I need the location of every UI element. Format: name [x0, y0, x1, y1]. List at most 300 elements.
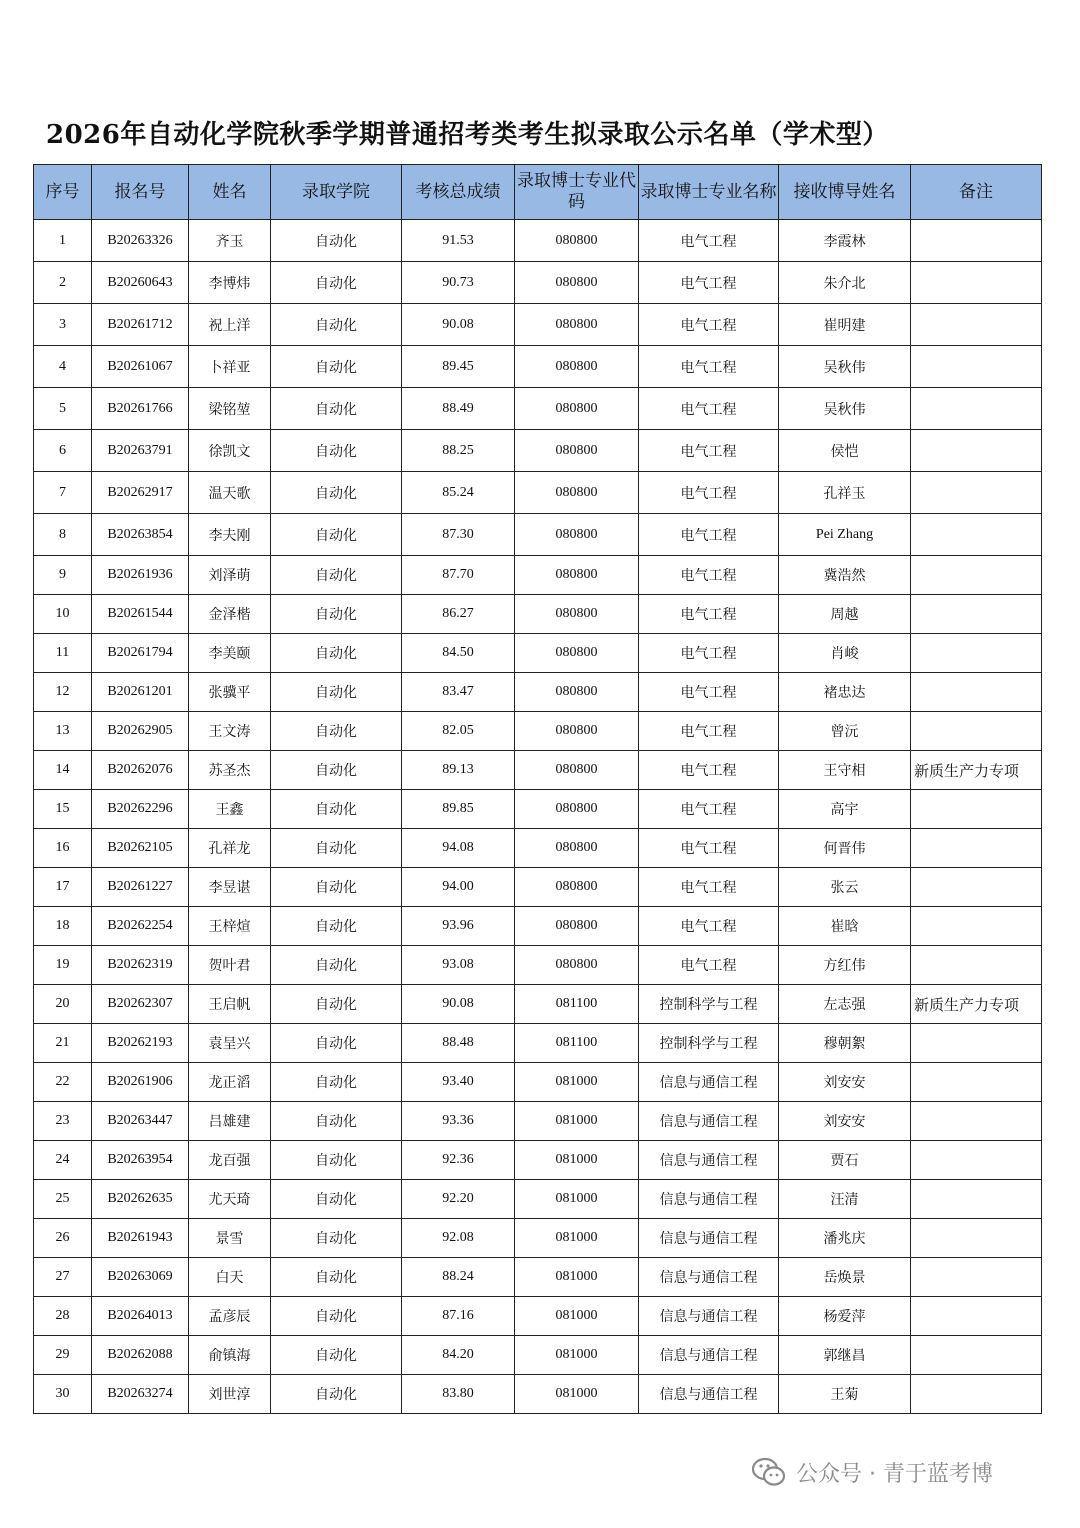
cell-name: 俞镇海	[189, 1336, 271, 1375]
table-row	[34, 907, 1042, 946]
cell-major-name: 信息与通信工程	[639, 1063, 779, 1102]
cell-application-no: B20262254	[92, 907, 189, 946]
cell-college: 自动化	[271, 388, 402, 430]
cell-supervisor: 刘安安	[779, 1102, 911, 1141]
cell-major-name: 电气工程	[639, 829, 779, 868]
cell-major-code: 081000	[515, 1063, 639, 1102]
cell-major-code: 080800	[515, 634, 639, 673]
cell-name: 梁铭堃	[189, 388, 271, 430]
cell-remarks	[911, 1219, 1042, 1258]
cell-remarks: 新质生产力专项	[911, 751, 1042, 790]
header-major-name: 录取博士专业名称	[639, 165, 779, 220]
cell-application-no: B20261943	[92, 1219, 189, 1258]
cell-name: 苏圣杰	[189, 751, 271, 790]
cell-college: 自动化	[271, 946, 402, 985]
cell-remarks	[911, 829, 1042, 868]
cell-total-score: 88.49	[402, 388, 515, 430]
cell-major-code: 080800	[515, 514, 639, 556]
cell-total-score: 94.08	[402, 829, 515, 868]
cell-college: 自动化	[271, 1336, 402, 1375]
cell-supervisor: 高宇	[779, 790, 911, 829]
header-supervisor: 接收博导姓名	[779, 165, 911, 220]
cell-supervisor: 王菊	[779, 1375, 911, 1414]
cell-college: 自动化	[271, 712, 402, 751]
table-row	[34, 829, 1042, 868]
cell-major-code: 081000	[515, 1180, 639, 1219]
table-row	[34, 346, 1042, 388]
cell-index: 9	[34, 556, 92, 595]
cell-remarks	[911, 712, 1042, 751]
cell-remarks	[911, 514, 1042, 556]
cell-major-code: 081000	[515, 1219, 639, 1258]
cell-total-score: 87.16	[402, 1297, 515, 1336]
cell-index: 21	[34, 1024, 92, 1063]
cell-major-name: 信息与通信工程	[639, 1141, 779, 1180]
cell-remarks	[911, 595, 1042, 634]
cell-college: 自动化	[271, 262, 402, 304]
cell-major-code: 080800	[515, 304, 639, 346]
table-row	[34, 751, 1042, 790]
cell-major-code: 080800	[515, 751, 639, 790]
table-row	[34, 1063, 1042, 1102]
header-remarks: 备注	[911, 165, 1042, 220]
cell-index: 2	[34, 262, 92, 304]
cell-remarks	[911, 1258, 1042, 1297]
cell-total-score: 92.08	[402, 1219, 515, 1258]
cell-total-score: 83.80	[402, 1375, 515, 1414]
cell-total-score: 84.50	[402, 634, 515, 673]
cell-name: 温天歌	[189, 472, 271, 514]
cell-name: 贺叶君	[189, 946, 271, 985]
cell-total-score: 90.08	[402, 985, 515, 1024]
cell-college: 自动化	[271, 1297, 402, 1336]
cell-name: 张骥平	[189, 673, 271, 712]
cell-name: 刘泽萌	[189, 556, 271, 595]
cell-remarks	[911, 262, 1042, 304]
cell-major-name: 电气工程	[639, 673, 779, 712]
cell-major-code: 081000	[515, 1258, 639, 1297]
cell-application-no: B20262296	[92, 790, 189, 829]
cell-supervisor: 杨爱萍	[779, 1297, 911, 1336]
cell-college: 自动化	[271, 1102, 402, 1141]
table-row	[34, 634, 1042, 673]
cell-college: 自动化	[271, 1141, 402, 1180]
cell-remarks	[911, 634, 1042, 673]
cell-index: 5	[34, 388, 92, 430]
cell-college: 自动化	[271, 556, 402, 595]
cell-index: 18	[34, 907, 92, 946]
cell-major-name: 电气工程	[639, 595, 779, 634]
cell-index: 15	[34, 790, 92, 829]
cell-index: 16	[34, 829, 92, 868]
cell-remarks	[911, 1141, 1042, 1180]
cell-application-no: B20262088	[92, 1336, 189, 1375]
cell-application-no: B20262307	[92, 985, 189, 1024]
cell-index: 19	[34, 946, 92, 985]
cell-college: 自动化	[271, 220, 402, 262]
table-row	[34, 1297, 1042, 1336]
cell-total-score: 84.20	[402, 1336, 515, 1375]
cell-major-name: 电气工程	[639, 712, 779, 751]
cell-major-code: 080800	[515, 868, 639, 907]
cell-college: 自动化	[271, 1180, 402, 1219]
cell-major-name: 电气工程	[639, 556, 779, 595]
cell-name: 金泽楷	[189, 595, 271, 634]
header-name: 姓名	[189, 165, 271, 220]
cell-college: 自动化	[271, 634, 402, 673]
cell-major-code: 080800	[515, 907, 639, 946]
table-row	[34, 514, 1042, 556]
table-row	[34, 556, 1042, 595]
cell-college: 自动化	[271, 829, 402, 868]
cell-supervisor: 崔明建	[779, 304, 911, 346]
cell-remarks	[911, 1063, 1042, 1102]
cell-application-no: B20262076	[92, 751, 189, 790]
table-row	[34, 595, 1042, 634]
cell-remarks	[911, 430, 1042, 472]
cell-application-no: B20260643	[92, 262, 189, 304]
cell-application-no: B20263447	[92, 1102, 189, 1141]
cell-total-score: 86.27	[402, 595, 515, 634]
cell-name: 祝上洋	[189, 304, 271, 346]
cell-major-code: 080800	[515, 346, 639, 388]
cell-major-name: 电气工程	[639, 472, 779, 514]
cell-name: 王文涛	[189, 712, 271, 751]
cell-remarks	[911, 907, 1042, 946]
cell-index: 24	[34, 1141, 92, 1180]
cell-remarks	[911, 220, 1042, 262]
cell-major-code: 080800	[515, 595, 639, 634]
cell-major-code: 080800	[515, 556, 639, 595]
cell-supervisor: 曾沅	[779, 712, 911, 751]
cell-major-code: 081000	[515, 1336, 639, 1375]
cell-total-score: 93.96	[402, 907, 515, 946]
cell-supervisor: 崔晗	[779, 907, 911, 946]
cell-major-name: 信息与通信工程	[639, 1219, 779, 1258]
cell-total-score: 93.36	[402, 1102, 515, 1141]
cell-supervisor: 褚忠达	[779, 673, 911, 712]
cell-remarks	[911, 1024, 1042, 1063]
cell-index: 11	[34, 634, 92, 673]
cell-application-no: B20261201	[92, 673, 189, 712]
cell-major-code: 080800	[515, 790, 639, 829]
cell-index: 4	[34, 346, 92, 388]
cell-name: 齐玉	[189, 220, 271, 262]
cell-college: 自动化	[271, 595, 402, 634]
cell-major-name: 信息与通信工程	[639, 1180, 779, 1219]
watermark	[752, 1455, 993, 1489]
cell-application-no: B20261906	[92, 1063, 189, 1102]
cell-major-name: 控制科学与工程	[639, 985, 779, 1024]
cell-index: 12	[34, 673, 92, 712]
cell-supervisor: 刘安安	[779, 1063, 911, 1102]
cell-name: 孔祥龙	[189, 829, 271, 868]
cell-college: 自动化	[271, 751, 402, 790]
cell-college: 自动化	[271, 514, 402, 556]
cell-major-code: 080800	[515, 388, 639, 430]
cell-major-code: 080800	[515, 946, 639, 985]
cell-remarks	[911, 1297, 1042, 1336]
cell-major-name: 信息与通信工程	[639, 1297, 779, 1336]
wechat-icon	[752, 1457, 786, 1487]
cell-name: 尤天琦	[189, 1180, 271, 1219]
cell-total-score: 82.05	[402, 712, 515, 751]
cell-index: 1	[34, 220, 92, 262]
cell-name: 景雪	[189, 1219, 271, 1258]
cell-major-code: 080800	[515, 829, 639, 868]
cell-name: 刘世淳	[189, 1375, 271, 1414]
cell-remarks	[911, 346, 1042, 388]
cell-major-code: 081000	[515, 1297, 639, 1336]
cell-major-code: 081100	[515, 985, 639, 1024]
cell-name: 袁呈兴	[189, 1024, 271, 1063]
cell-total-score: 85.24	[402, 472, 515, 514]
cell-total-score: 88.24	[402, 1258, 515, 1297]
cell-index: 13	[34, 712, 92, 751]
cell-college: 自动化	[271, 1063, 402, 1102]
table-row	[34, 388, 1042, 430]
cell-college: 自动化	[271, 1024, 402, 1063]
cell-name: 白天	[189, 1258, 271, 1297]
cell-application-no: B20261712	[92, 304, 189, 346]
table-row	[34, 712, 1042, 751]
cell-major-name: 电气工程	[639, 304, 779, 346]
cell-major-code: 080800	[515, 712, 639, 751]
table-row	[34, 868, 1042, 907]
table-row	[34, 1102, 1042, 1141]
table-body	[34, 220, 1042, 1414]
table-header-row	[34, 165, 1042, 220]
cell-total-score: 91.53	[402, 220, 515, 262]
cell-major-code: 080800	[515, 220, 639, 262]
cell-index: 7	[34, 472, 92, 514]
admission-table	[33, 164, 1042, 1414]
cell-remarks	[911, 946, 1042, 985]
cell-total-score: 87.30	[402, 514, 515, 556]
cell-index: 25	[34, 1180, 92, 1219]
cell-supervisor: 张云	[779, 868, 911, 907]
table-row	[34, 220, 1042, 262]
cell-major-code: 081000	[515, 1375, 639, 1414]
table-row	[34, 1258, 1042, 1297]
cell-college: 自动化	[271, 1258, 402, 1297]
cell-supervisor: Pei Zhang	[779, 514, 911, 556]
header-index: 序号	[34, 165, 92, 220]
cell-major-name: 电气工程	[639, 751, 779, 790]
cell-application-no: B20261227	[92, 868, 189, 907]
cell-name: 龙百强	[189, 1141, 271, 1180]
cell-name: 徐凯文	[189, 430, 271, 472]
cell-major-code: 081100	[515, 1024, 639, 1063]
header-application-no: 报名号	[92, 165, 189, 220]
cell-supervisor: 王守相	[779, 751, 911, 790]
table-row	[34, 304, 1042, 346]
cell-name: 孟彦辰	[189, 1297, 271, 1336]
cell-remarks	[911, 1336, 1042, 1375]
cell-major-name: 电气工程	[639, 790, 779, 829]
cell-application-no: B20261067	[92, 346, 189, 388]
cell-name: 李美颐	[189, 634, 271, 673]
cell-name: 龙正滔	[189, 1063, 271, 1102]
cell-application-no: B20262319	[92, 946, 189, 985]
cell-major-name: 电气工程	[639, 346, 779, 388]
cell-major-name: 信息与通信工程	[639, 1258, 779, 1297]
cell-remarks	[911, 1102, 1042, 1141]
cell-major-name: 信息与通信工程	[639, 1102, 779, 1141]
cell-major-name: 电气工程	[639, 388, 779, 430]
cell-supervisor: 李霞林	[779, 220, 911, 262]
cell-application-no: B20261766	[92, 388, 189, 430]
cell-application-no: B20263326	[92, 220, 189, 262]
cell-supervisor: 周越	[779, 595, 911, 634]
cell-index: 29	[34, 1336, 92, 1375]
cell-major-code: 081000	[515, 1102, 639, 1141]
cell-major-name: 电气工程	[639, 946, 779, 985]
cell-college: 自动化	[271, 1219, 402, 1258]
cell-application-no: B20263954	[92, 1141, 189, 1180]
cell-total-score: 93.08	[402, 946, 515, 985]
cell-remarks	[911, 1180, 1042, 1219]
cell-college: 自动化	[271, 868, 402, 907]
cell-application-no: B20262917	[92, 472, 189, 514]
cell-major-name: 控制科学与工程	[639, 1024, 779, 1063]
cell-college: 自动化	[271, 673, 402, 712]
cell-total-score: 90.73	[402, 262, 515, 304]
header-major-code: 录取博士专业代码	[515, 165, 639, 220]
cell-total-score: 89.13	[402, 751, 515, 790]
cell-major-code: 080800	[515, 673, 639, 712]
cell-supervisor: 岳焕景	[779, 1258, 911, 1297]
cell-supervisor: 孔祥玉	[779, 472, 911, 514]
cell-remarks	[911, 868, 1042, 907]
cell-name: 王启帆	[189, 985, 271, 1024]
cell-supervisor: 吴秋伟	[779, 388, 911, 430]
cell-major-name: 电气工程	[639, 514, 779, 556]
cell-supervisor: 吴秋伟	[779, 346, 911, 388]
cell-application-no: B20261794	[92, 634, 189, 673]
table-row	[34, 1180, 1042, 1219]
cell-application-no: B20262193	[92, 1024, 189, 1063]
cell-total-score: 83.47	[402, 673, 515, 712]
header-college: 录取学院	[271, 165, 402, 220]
cell-index: 20	[34, 985, 92, 1024]
cell-major-name: 电气工程	[639, 430, 779, 472]
cell-remarks	[911, 304, 1042, 346]
cell-supervisor: 左志强	[779, 985, 911, 1024]
cell-remarks	[911, 556, 1042, 595]
cell-application-no: B20263791	[92, 430, 189, 472]
cell-index: 10	[34, 595, 92, 634]
cell-name: 李昱谌	[189, 868, 271, 907]
cell-major-name: 信息与通信工程	[639, 1375, 779, 1414]
cell-supervisor: 汪清	[779, 1180, 911, 1219]
cell-college: 自动化	[271, 346, 402, 388]
cell-remarks	[911, 472, 1042, 514]
cell-total-score: 88.25	[402, 430, 515, 472]
cell-supervisor: 肖峻	[779, 634, 911, 673]
cell-total-score: 89.85	[402, 790, 515, 829]
cell-application-no: B20262905	[92, 712, 189, 751]
cell-total-score: 94.00	[402, 868, 515, 907]
cell-index: 26	[34, 1219, 92, 1258]
cell-supervisor: 冀浩然	[779, 556, 911, 595]
cell-remarks	[911, 790, 1042, 829]
cell-total-score: 92.36	[402, 1141, 515, 1180]
cell-college: 自动化	[271, 472, 402, 514]
cell-application-no: B20261936	[92, 556, 189, 595]
table-row	[34, 262, 1042, 304]
cell-total-score: 88.48	[402, 1024, 515, 1063]
cell-supervisor: 潘兆庆	[779, 1219, 911, 1258]
cell-name: 李夫刚	[189, 514, 271, 556]
cell-remarks: 新质生产力专项	[911, 985, 1042, 1024]
cell-college: 自动化	[271, 790, 402, 829]
table-row	[34, 790, 1042, 829]
cell-remarks	[911, 1375, 1042, 1414]
cell-major-name: 电气工程	[639, 634, 779, 673]
cell-remarks	[911, 388, 1042, 430]
cell-name: 吕雄建	[189, 1102, 271, 1141]
cell-index: 3	[34, 304, 92, 346]
cell-application-no: B20264013	[92, 1297, 189, 1336]
table-row	[34, 673, 1042, 712]
cell-supervisor: 朱介北	[779, 262, 911, 304]
cell-supervisor: 贾石	[779, 1141, 911, 1180]
cell-major-name: 电气工程	[639, 907, 779, 946]
cell-supervisor: 郭继昌	[779, 1336, 911, 1375]
cell-college: 自动化	[271, 985, 402, 1024]
cell-remarks	[911, 673, 1042, 712]
cell-total-score: 93.40	[402, 1063, 515, 1102]
cell-major-code: 080800	[515, 262, 639, 304]
table-row	[34, 430, 1042, 472]
cell-total-score: 92.20	[402, 1180, 515, 1219]
cell-index: 27	[34, 1258, 92, 1297]
cell-major-name: 电气工程	[639, 868, 779, 907]
cell-index: 28	[34, 1297, 92, 1336]
header-total-score: 考核总成绩	[402, 165, 515, 220]
cell-name: 卜祥亚	[189, 346, 271, 388]
cell-name: 王梓煊	[189, 907, 271, 946]
table-row	[34, 1375, 1042, 1414]
table-row	[34, 1219, 1042, 1258]
cell-name: 王鑫	[189, 790, 271, 829]
cell-college: 自动化	[271, 430, 402, 472]
cell-major-name: 信息与通信工程	[639, 1336, 779, 1375]
cell-supervisor: 何晋伟	[779, 829, 911, 868]
cell-application-no: B20261544	[92, 595, 189, 634]
watermark-text: 公众号 · 青于蓝考博	[796, 1461, 993, 1487]
cell-major-code: 080800	[515, 430, 639, 472]
cell-application-no: B20263274	[92, 1375, 189, 1414]
cell-total-score: 90.08	[402, 304, 515, 346]
table-row	[34, 946, 1042, 985]
cell-supervisor: 侯恺	[779, 430, 911, 472]
table-row	[34, 1336, 1042, 1375]
cell-supervisor: 方红伟	[779, 946, 911, 985]
cell-major-name: 电气工程	[639, 262, 779, 304]
cell-application-no: B20262635	[92, 1180, 189, 1219]
cell-index: 14	[34, 751, 92, 790]
cell-index: 17	[34, 868, 92, 907]
cell-supervisor: 穆朝絮	[779, 1024, 911, 1063]
cell-index: 22	[34, 1063, 92, 1102]
cell-application-no: B20263854	[92, 514, 189, 556]
cell-total-score: 89.45	[402, 346, 515, 388]
cell-index: 8	[34, 514, 92, 556]
cell-index: 6	[34, 430, 92, 472]
cell-application-no: B20262105	[92, 829, 189, 868]
